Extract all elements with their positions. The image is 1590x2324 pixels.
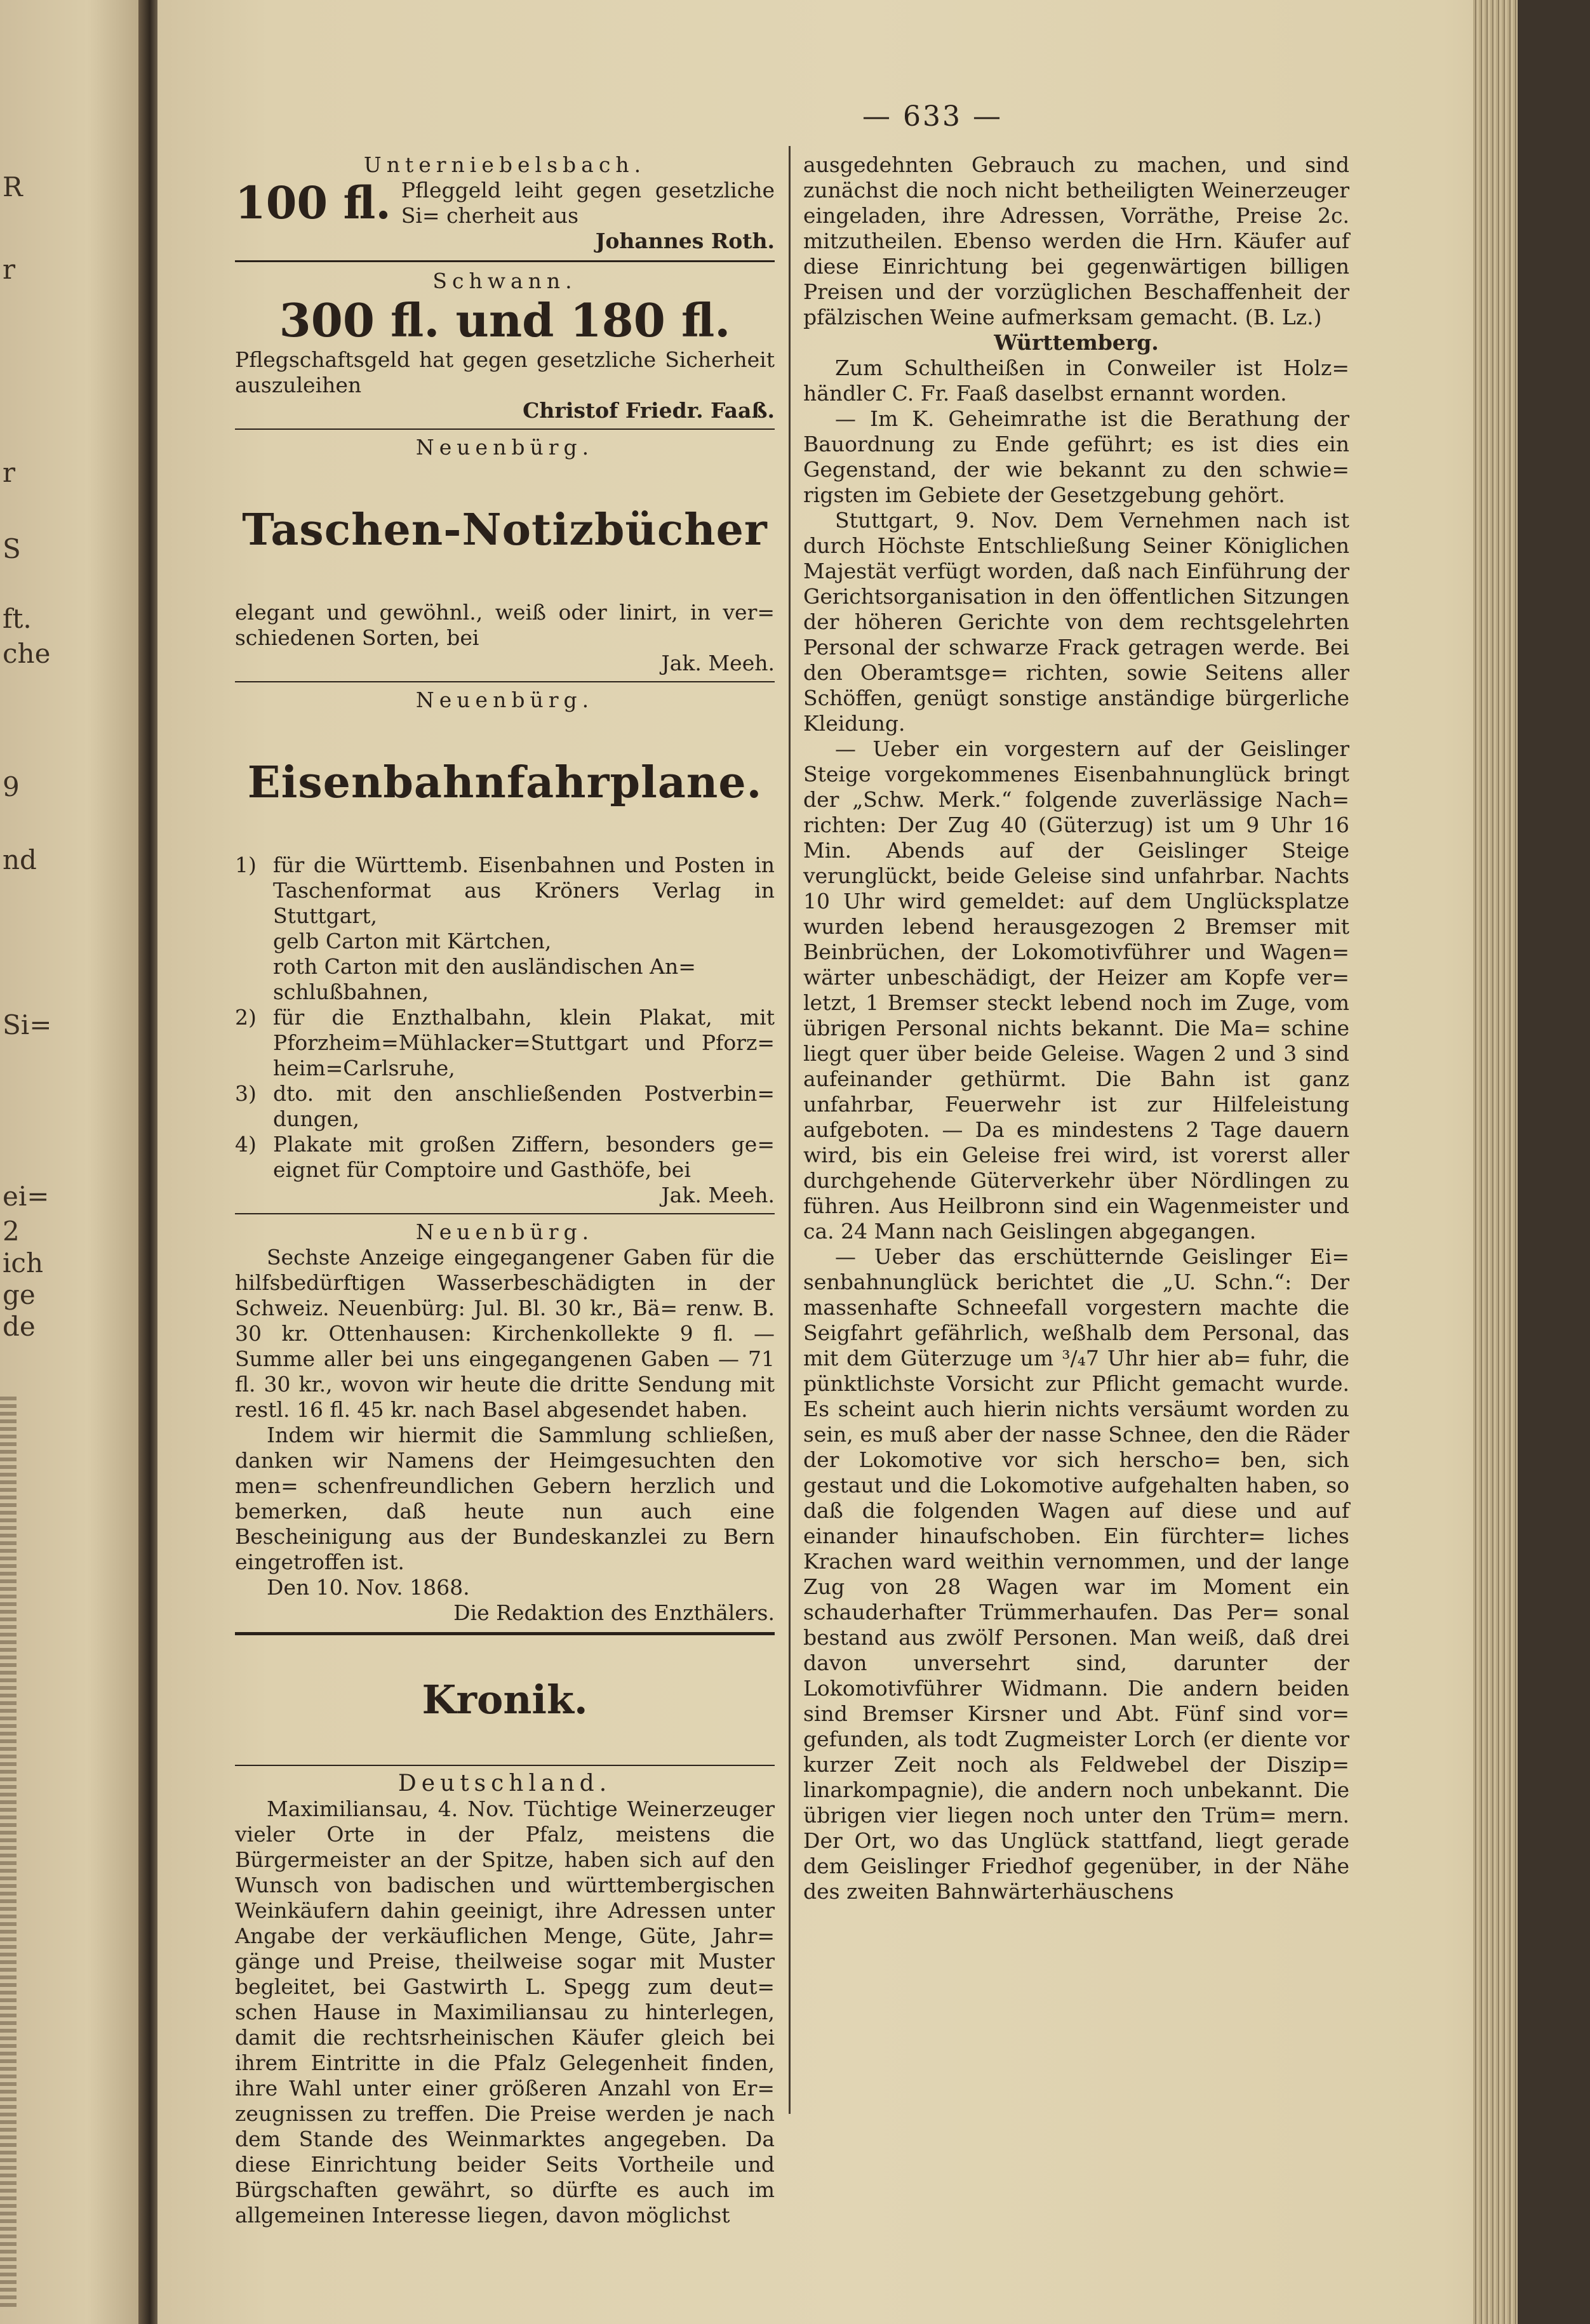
left-fragment: ich <box>3 1247 44 1278</box>
divider <box>235 1213 775 1214</box>
list-number: 4) <box>235 1132 257 1157</box>
section-heading: Württemberg. <box>994 330 1159 355</box>
left-fragment: ge <box>3 1279 36 1310</box>
ad3-place: Neuenbürg. <box>415 435 594 460</box>
page-number: — 633 — <box>862 100 1003 133</box>
sub-item: gelb Carton mit Kärtchen, <box>273 929 552 953</box>
list-item <box>235 1132 775 1183</box>
left-fragment: de <box>3 1311 36 1342</box>
list-text: Plakate mit großen Ziffern, besonders ge= eignet für Comptoire und Gasthöfe, bei <box>273 1132 775 1182</box>
left-fragment: ft. <box>3 603 32 634</box>
left-fragment: 2 <box>3 1216 20 1247</box>
list-text: für die Württemb. Eisenbahnen und Posten in Taschenformat aus Kröners Verlag in Stuttgart, <box>273 853 775 928</box>
list-text: dto. mit den anschließenden Postverbin= dungen, <box>273 1081 775 1131</box>
kronik-paragraph: Maximiliansau, 4. Nov. Tüchtige Weinerzeuger vieler Orte in der Pfalz, meistens die Bürgermeister an der Spitze, haben sich auf den Wunsch von badischen und württembergischen Weinkäufern dahin geeinigt, ihre Adressen unter Angabe der verkäuflichen Menge, Güte, Jahr= gänge und Preise, theilweise sogar mit Muster begleitet, bei Gastwirth L. Spegg zum deut= schen Hause in Maximiliansau zu hinterlegen, damit die rechtsrheinischen Käufer gleich bei ihrem Eintritte in die Pfalz Gelegenheit finden, ihre Wahl unter einer größeren Anzahl von Er= zeugnissen zu treffen. Die Preise werden je nach dem Stande des Weinmarktes angegeben. Da diese Einrichtung beider Seits Vortheile und Bürgschaften gewährt, so dürfte es auch im allgemeinen Interesse liegen, davon möglichst <box>235 1796 775 2228</box>
list-number: 2) <box>235 1005 257 1030</box>
left-fragment: Si= <box>3 1009 52 1040</box>
article-paragraph: — Im K. Geheimrathe ist die Berathung der Bauordnung zu Ende geführt; es ist dies ein Gegenstand, der wie bekannt zu den schwie= rigsten im Gebiete der Gesetzgebung gehört. <box>803 406 1349 507</box>
left-fragment: 9 <box>3 771 20 802</box>
ad2-text: Pflegschaftsgeld hat gegen gesetzliche Sicherheit auszuleihen <box>235 347 775 397</box>
divider <box>235 428 775 430</box>
ad1-text: Pfleggeld leiht gegen gesetzliche Si= cherheit aus <box>401 178 775 228</box>
list-item <box>235 1005 775 1081</box>
right-column <box>803 152 1349 1904</box>
left-fragment: r <box>3 254 16 285</box>
ad2-signer: Christof Friedr. Faaß. <box>523 398 775 423</box>
ad4-place: Neuenbürg. <box>415 687 594 712</box>
left-fragment: S <box>3 533 21 564</box>
article-paragraph: Zum Schultheißen in Conweiler ist Holz= händler C. Fr. Faaß daselbst ernannt worden. <box>803 355 1349 406</box>
left-fragment: R <box>3 171 23 203</box>
left-fragment: nd <box>3 844 37 875</box>
ad2-amount: 300 fl. und 180 fl. <box>279 293 731 347</box>
left-fragment: che <box>3 638 51 669</box>
ad3-signer: Jak. Meeh. <box>661 651 775 675</box>
ad3-text: elegant und gewöhnl., weiß oder linirt, in ver= schiedenen Sorten, bei <box>235 600 775 650</box>
ad5-place: Neuenbürg. <box>415 1219 594 1244</box>
list-number: 1) <box>235 853 257 877</box>
divider <box>235 260 775 262</box>
ad5-paragraph: Sechste Anzeige eingegangener Gaben für die hilfsbedürftigen Wasserbeschädigten in der Schweiz. Neuenbürg: Jul. Bl. 30 kr., Bä= renw. B. 30 kr. Ottenhausen: Kirchenkollekte 9 fl. — Summe aller bei uns eingegangenen Gaben — 71 fl. 30 kr., wovon wir heute die dritte Sendung mit restl. 16 fl. 45 kr. nach Basel abgesendet haben. <box>235 1245 775 1422</box>
ad1-place: Unterniebelsbach. <box>363 152 646 177</box>
sub-item: roth Carton mit den ausländischen An= schlußbahnen, <box>273 954 696 1004</box>
divider <box>235 1765 775 1766</box>
left-fragment: ei= <box>3 1181 50 1212</box>
section-heading: Deutschland. <box>397 1770 612 1796</box>
ad1-signer: Johannes Roth. <box>595 229 775 253</box>
background-right <box>1518 0 1590 2324</box>
ad1-amount: 100 fl. <box>235 176 391 229</box>
divider <box>235 1632 775 1635</box>
ad5-paragraph: Indem wir hiermit die Sammlung schließen, danken wir Namens der Heimgesuchten den men= schenfreundlichen Gebern herzlich und bemerken, daß heute nun auch eine Bescheinigung aus der Bundeskanzlei zu Bern eingetroffen ist. <box>235 1423 775 1574</box>
kronik-title: Kronik. <box>422 1677 588 1723</box>
left-fragment: r <box>3 457 16 488</box>
article-paragraph: ausgedehnten Gebrauch zu machen, und sind zunächst die noch nicht betheiligten Weinerzeuger eingeladen, ihre Adressen, Vorräthe, Preise 2c. mitzutheilen. Ebenso werden die Hrn. Käufer auf diese Einrichtung bei gegenwärtigen billigen Preisen und der vorzüglichen Beschaffenheit der pfälzischen Weine aufmerksam gemacht. (B. Lz.) <box>803 152 1349 329</box>
list-number: 3) <box>235 1081 257 1106</box>
left-column <box>235 152 775 2228</box>
list-item <box>235 853 775 929</box>
article-paragraph: — Ueber das erschütternde Geislinger Ei= senbahnunglück berichtet die „U. Schn.“: Der massenhafte Schneefall vorgestern machte die Seigfahrt gefährlich, weßhalb dem Personal, das mit dem Güterzuge um ³/₄7 Uhr hier ab= fuhr, die pünktlichste Vorsicht zur Pflicht gemacht wurde. Es scheint auch hierin nichts versäumt worden zu sein, es muß aber der nasse Schnee, den die Räder der Lokomotive vor sich herscho= ben, sich gestaut und die Lokomotive aufgehalten haben, so daß die folgenden Wagen auf diese und auf einander hinaufschoben. Ein fürchter= liches Krachen ward weithin vernommen, und der lange Zug von 28 Wagen war im Moment ein schauderhafter Trümmerhaufen. Das Per= sonal bestand aus zwölf Personen. Man weiß, daß drei davon unversehrt sind, darunter der Lokomotivführer Widmann. Die andern beiden sind Bremser Kirsner und Abt. Fünf sind vor= gefunden, als todt Zugmeister Lorch (er diente vor kurzer Zeit noch als Feldwebel der Diszip= linarkompagnie), die andern noch unbekannt. Die übrigen vier liegen noch unter den Trüm= mern. Der Ort, wo das Unglück stattfand, liegt gerade dem Geislinger Friedhof gegenüber, in der Nähe des zweiten Bahnwärterhäuschens <box>803 1244 1349 1904</box>
divider <box>235 681 775 682</box>
left-page-edge <box>0 0 146 2324</box>
ad5-date: Den 10. Nov. 1868. <box>267 1575 470 1600</box>
column-divider <box>789 146 791 2114</box>
article-paragraph: Stuttgart, 9. Nov. Dem Vernehmen nach ist durch Höchste Entschließung Seiner Königlichen Majestät verfügt worden, daß nach Einführung der Gerichtsorganisation in den öffentlichen Sitzungen der höheren Gerichte von dem rechtsgelehrten Personal der schwarze Frack getragen werde. Bei den Oberamtsge= richten, sowie Seitens aller Schöffen, genügt sonstige anständige bürgerliche Kleidung. <box>803 508 1349 736</box>
ornament-strip <box>0 1397 17 2311</box>
list-text: für die Enzthalbahn, klein Plakat, mit Pforzheim=Mühlacker=Stuttgart und Pforz= heim=Carlsruhe, <box>273 1005 775 1080</box>
ad4-signer: Jak. Meeh. <box>661 1183 775 1207</box>
page-stack-edge <box>1473 0 1518 2324</box>
ad4-title: Eisenbahnfahrplane. <box>247 757 763 808</box>
ad2-place: Schwann. <box>432 269 577 293</box>
ad1-body <box>235 178 775 229</box>
ad5-signer: Die Redaktion des Enzthälers. <box>453 1600 775 1625</box>
list-item <box>235 1081 775 1132</box>
ad3-title: Taschen-Notizbücher <box>242 505 768 555</box>
article-paragraph: — Ueber ein vorgestern auf der Geislinger Steige vorgekommenes Eisenbahnunglück bringt der „Schw. Merk.“ folgende zuverlässige Nach= richten: Der Zug 40 (Güterzug) ist um 9 Uhr 16 Min. Abends auf der Geislinger Steige verunglückt, beide Geleise sind unfahrbar. Nachts 10 Uhr wird gemeldet: auf dem Unglücksplatze wurden lebend herausgezogen 2 Bremser mit Beinbrüchen, der Lokomotivführer und Wagen= wärter unbeschädigt, der Heizer am Kopfe ver= letzt, 1 Bremser steckt lebend noch im Zuge, vom übrigen Personal nichts bekannt. Die Ma= schine liegt quer über beide Geleise. Wagen 2 und 3 sind aufeinander gethürmt. Die Bahn ist ganz unfahrbar, Feuerwehr ist zur Hilfeleistung aufgeboten. — Da es mindestens 2 Tage dauern wird, bis ein Geleise frei wird, ist vorerst aller durchgehende Güterverkehr über Nördlingen zu führen. Aus Heilbronn sind ein Wagenmeister und ca. 24 Mann nach Geislingen abgegangen. <box>803 736 1349 1244</box>
